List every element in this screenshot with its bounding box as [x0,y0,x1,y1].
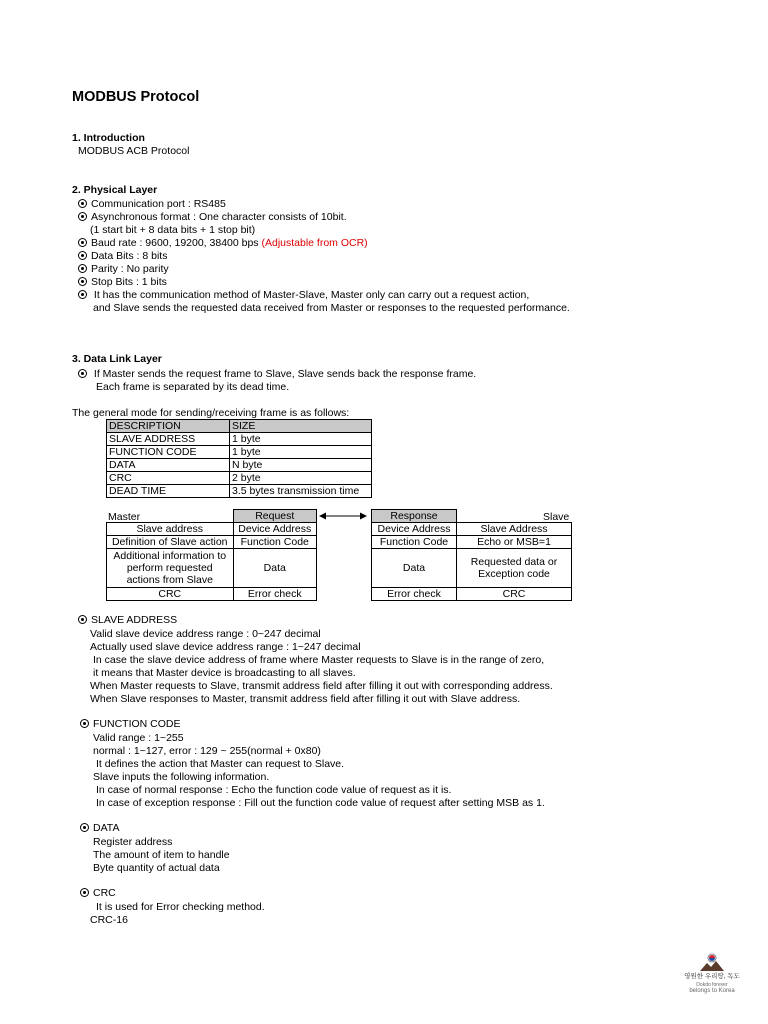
response-frame-table [371,509,572,601]
table-row [107,459,372,472]
bullet-icon [78,238,87,247]
datalink-line: If Master sends the request frame to Slave, Slave sends back the response frame. [78,368,476,381]
response-header: Response [372,510,457,523]
table-row [372,588,572,601]
function-code-line: normal : 1~127, error : 129 ~ 255(normal + 0x80) [93,745,321,757]
table-cell: SLAVE ADDRESS [107,433,230,446]
table-cell: Slave Address [457,523,572,536]
bullet-icon [80,719,89,728]
slave-address-line: When Slave responses to Master, transmit address field after filling it out with Slave address. [90,693,521,705]
intro-text: MODBUS ACB Protocol [78,145,190,157]
table-cell: 1 byte [230,433,372,446]
table-cell: N byte [230,459,372,472]
slave-address-heading: SLAVE ADDRESS [78,614,177,627]
table-cell-empty [107,510,234,523]
table-cell: CRC [107,472,230,485]
bullet-icon [78,615,87,624]
slave-address-line: Actually used slave device address range : 1~247 decimal [90,641,361,653]
table-row [107,446,372,459]
logo-text-line3: belongs to Korea [689,988,735,994]
data-line: Register address [93,836,173,848]
request-header: Request [233,510,317,523]
function-code-line: Valid range : 1~255 [93,732,184,744]
dokdo-logo [680,952,744,1002]
table-header-cell: SIZE [230,420,372,433]
table-cell: FUNCTION CODE [107,446,230,459]
table-cell: CRC [107,588,234,601]
bullet-icon [78,212,87,221]
page-title: MODBUS Protocol [72,89,200,105]
table-cell: Requested data or Exception code [457,549,572,588]
table-cell: Additional information to perform requested actions from Slave [107,549,234,588]
table-cell-empty [457,510,572,523]
data-heading: DATA [80,822,119,835]
slave-address-line: it means that Master device is broadcasting to all slaves. [93,667,356,679]
baud-note: (Adjustable from OCR) [261,237,368,249]
table-cell: DEAD TIME [107,485,230,498]
logo-text-line2: Dokdo forever [696,982,728,988]
physical-item: Communication port : RS485 [78,198,226,211]
request-frame-table [106,509,317,601]
bullet-icon [80,888,89,897]
physical-heading: 2. Physical Layer [72,184,158,196]
data-line: The amount of item to handle [93,849,230,861]
table-row [107,472,372,485]
bullet-icon [78,277,87,286]
table-row [107,536,317,549]
table-row [107,485,372,498]
bidirectional-arrow-icon [318,510,368,522]
slave-address-line: Valid slave device address range : 0~247 decimal [90,628,321,640]
physical-item: Stop Bits : 1 bits [78,276,167,289]
bullet-icon [78,369,87,378]
table-cell: 2 byte [230,472,372,485]
bullet-icon [78,264,87,273]
table-cell: Data [233,549,317,588]
table-cell: Echo or MSB=1 [457,536,572,549]
bullet-icon [80,823,89,832]
intro-heading: 1. Introduction [72,132,145,144]
table-header-cell: DESCRIPTION [107,420,230,433]
table-cell: Definition of Slave action [107,536,234,549]
table-row [107,433,372,446]
table-header-row [107,420,372,433]
table-cell: DATA [107,459,230,472]
table-cell: 1 byte [230,446,372,459]
table-row [372,549,572,588]
bullet-icon [78,199,87,208]
logo-text-korean: 영원한 우리땅, 독도 [684,973,740,980]
physical-item: and Slave sends the requested data received from Master or responses to the requested performance. [93,302,570,314]
physical-item: It has the communication method of Master-Slave, Master only can carry out a request action, [78,289,529,302]
datalink-line: Each frame is separated by its dead time. [96,381,290,393]
physical-item: (1 start bit + 8 data bits + 1 stop bit) [90,224,256,236]
table-cell: 3.5 bytes transmission time [230,485,372,498]
crc-line: It is used for Error checking method. [96,901,265,913]
table-row [372,523,572,536]
physical-item: Parity : No parity [78,263,169,276]
bullet-icon [78,290,87,299]
table-row [107,523,317,536]
dokdo-island-icon [680,952,744,972]
data-line: Byte quantity of actual data [93,862,220,874]
crc-line: CRC-16 [90,914,128,926]
datalink-heading: 3. Data Link Layer [72,353,162,365]
slave-address-line: In case the slave device address of frame where Master requests to Slave is in the range of zero, [93,654,545,666]
master-label: Master [108,511,141,523]
physical-item: Baud rate : 9600, 19200, 38400 bps (Adjustable from OCR) [78,237,368,250]
general-frame-table [106,419,372,498]
table-cell: Data [372,549,457,588]
function-code-line: Slave inputs the following information. [93,771,270,783]
function-code-heading: FUNCTION CODE [80,718,181,731]
physical-item: Asynchronous format : One character consists of 10bit. [78,211,347,224]
function-code-line: In case of exception response : Fill out the function code value of request after setting MSB as 1. [96,797,545,809]
table-cell: CRC [457,588,572,601]
crc-heading: CRC [80,887,116,900]
slave-address-line: When Master requests to Slave, transmit address field after filling it out with corresponding address. [90,680,553,692]
table-cell: Error check [372,588,457,601]
table-header-row [107,510,317,523]
function-code-line: It defines the action that Master can request to Slave. [96,758,345,770]
table-row [372,536,572,549]
table-cell: Device Address [372,523,457,536]
table-cell: Slave address [107,523,234,536]
slave-label: Slave [543,511,570,523]
table-row [107,549,317,588]
general-mode-text: The general mode for sending/receiving frame is as follows: [72,407,350,419]
table-cell: Function Code [372,536,457,549]
function-code-line: In case of normal response : Echo the function code value of request as it is. [96,784,452,796]
table-cell: Device Address [233,523,317,536]
table-row [107,588,317,601]
table-cell: Error check [233,588,317,601]
table-header-row [372,510,572,523]
bullet-icon [78,251,87,260]
table-cell: Function Code [233,536,317,549]
physical-item: Data Bits : 8 bits [78,250,167,263]
